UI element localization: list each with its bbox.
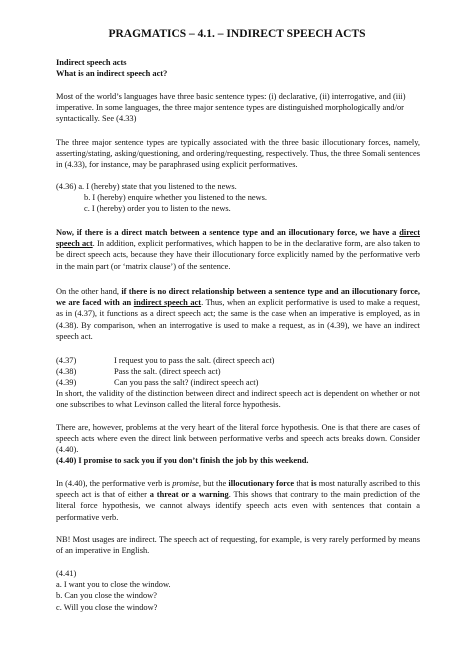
- example-number: (4.36): [56, 182, 77, 191]
- paragraph-illocutionary-forces: The three major sentence types are typically associated with the three basic illocutionary forces, namely, asserting/stating, asking/questioning, and ordering/requesting, respectively. Thus, the three Somali sentences in (4.33), for instance, may be paraphrased using explicit performatives.: [56, 138, 420, 170]
- section-subheading: What is an indirect speech act?: [56, 69, 168, 78]
- example-sentence: Pass the salt. (direct speech act): [114, 367, 221, 377]
- paragraph-text: . In addition, explicit performatives, which happen to be in the declarative form, are also taken to be direct speech acts, because they have their illocutionary force explicitly named by the performative verb in the main part (or ‘matrix clause’) of the sentence.: [56, 239, 420, 271]
- bold-definition: if there is no direct relationship between a sentence type and an illocutionary force, we are faced with an: [56, 287, 420, 308]
- paragraph-text: that: [294, 479, 312, 488]
- bold-illocutionary-force: illocutionary force: [228, 479, 295, 488]
- bold-is: is: [311, 479, 317, 488]
- example-row: [56, 355, 420, 366]
- paragraph-nb-note: NB! Most usages are indirect. The speech act of requesting, for example, is very rarely performed by means of an imperative in English.: [56, 535, 420, 556]
- example-row: [56, 366, 420, 377]
- example-number: (4.41): [56, 569, 77, 578]
- paragraph-text: most naturally ascribed to this speech act is that of either: [56, 479, 421, 500]
- example-4-40: (4.40) I promise to sack you if you don’t finish the job by this weekend.: [56, 456, 309, 465]
- paragraph-indirect-speech-act: [56, 286, 420, 342]
- document-title: PRAGMATICS – 4.1. – INDIRECT SPEECH ACTS: [108, 28, 366, 40]
- example-list-4-37-4-39: [56, 355, 420, 389]
- example-row: [56, 377, 420, 388]
- paragraph-performative-analysis: [56, 478, 420, 523]
- paragraph-text: . This shows that contrary to the main prediction of the literal force hypothesis, we cannot always identify speech acts even with sentences that contain a performative verb.: [56, 490, 420, 522]
- bold-threat-warning: a threat or a warning: [149, 490, 229, 500]
- paragraph-literal-force-summary: In short, the validity of the distinction between direct and indirect speech act is dependent on whether or not one subscribes to what Levinson called the literal force hypothesis.: [56, 389, 420, 410]
- example-item-a: a. I want you to close the window.: [56, 580, 171, 590]
- example-item-c: c. I (hereby) order you to listen to the news.: [84, 204, 231, 214]
- example-number: (4.37): [56, 356, 77, 365]
- example-number: (4.39): [56, 378, 77, 388]
- example-item-c: c. Will you close the window?: [56, 602, 158, 612]
- example-sentence: I request you to pass the salt. (direct speech act): [114, 356, 275, 365]
- paragraph-literal-force-problems: There are, however, problems at the very heart of the literal force hypothesis. One is that there are cases of speech acts where even the direct link between performative verbs and speech acts breaks down. Consider (4.40).: [56, 423, 420, 455]
- section-heading: Indirect speech acts: [56, 58, 127, 67]
- term-indirect-speech-act: indirect speech act: [133, 298, 202, 308]
- example-item-b: b. Can you close the window?: [56, 591, 157, 601]
- example-4-41: [56, 568, 420, 613]
- example-sentence: Can you pass the salt? (indirect speech act): [114, 378, 259, 388]
- example-number: (4.38): [56, 367, 77, 377]
- example-item-b: b. I (hereby) enquire whether you listened to the news.: [84, 193, 268, 203]
- emphasis-promise: promise: [172, 479, 199, 488]
- paragraph-direct-speech-act: [56, 227, 420, 272]
- paragraph-text: On the other hand,: [56, 287, 122, 296]
- example-item-a: a. I (hereby) state that you listened to the news.: [78, 182, 237, 191]
- term-direct-speech-act: direct speech act: [56, 228, 420, 249]
- bold-definition: Now, if there is a direct match between a sentence type and an illocutionary force, we have a: [56, 228, 400, 237]
- paragraph-text: . Thus, when an explicit performative is used to make a request, as in (4.37), it functions as a direct speech act; the same is the case when an imperative is employed, as in (4.38). By comparison, when an interrogative is used to make a request, as in (4.39), we have an indirect speech act.: [56, 298, 420, 341]
- paragraph-sentence-types: Most of the world’s languages have three basic sentence types: (i) declarative, (ii) interrogative, and (iii) imperative. In some languages, the three major sentence types are distinguished morphologically and/or syntactically. See (4.33): [56, 92, 406, 124]
- example-4-36: [56, 181, 420, 215]
- paragraph-text: , but the: [198, 479, 229, 488]
- paragraph-text: In (4.40), the performative verb is: [56, 479, 173, 488]
